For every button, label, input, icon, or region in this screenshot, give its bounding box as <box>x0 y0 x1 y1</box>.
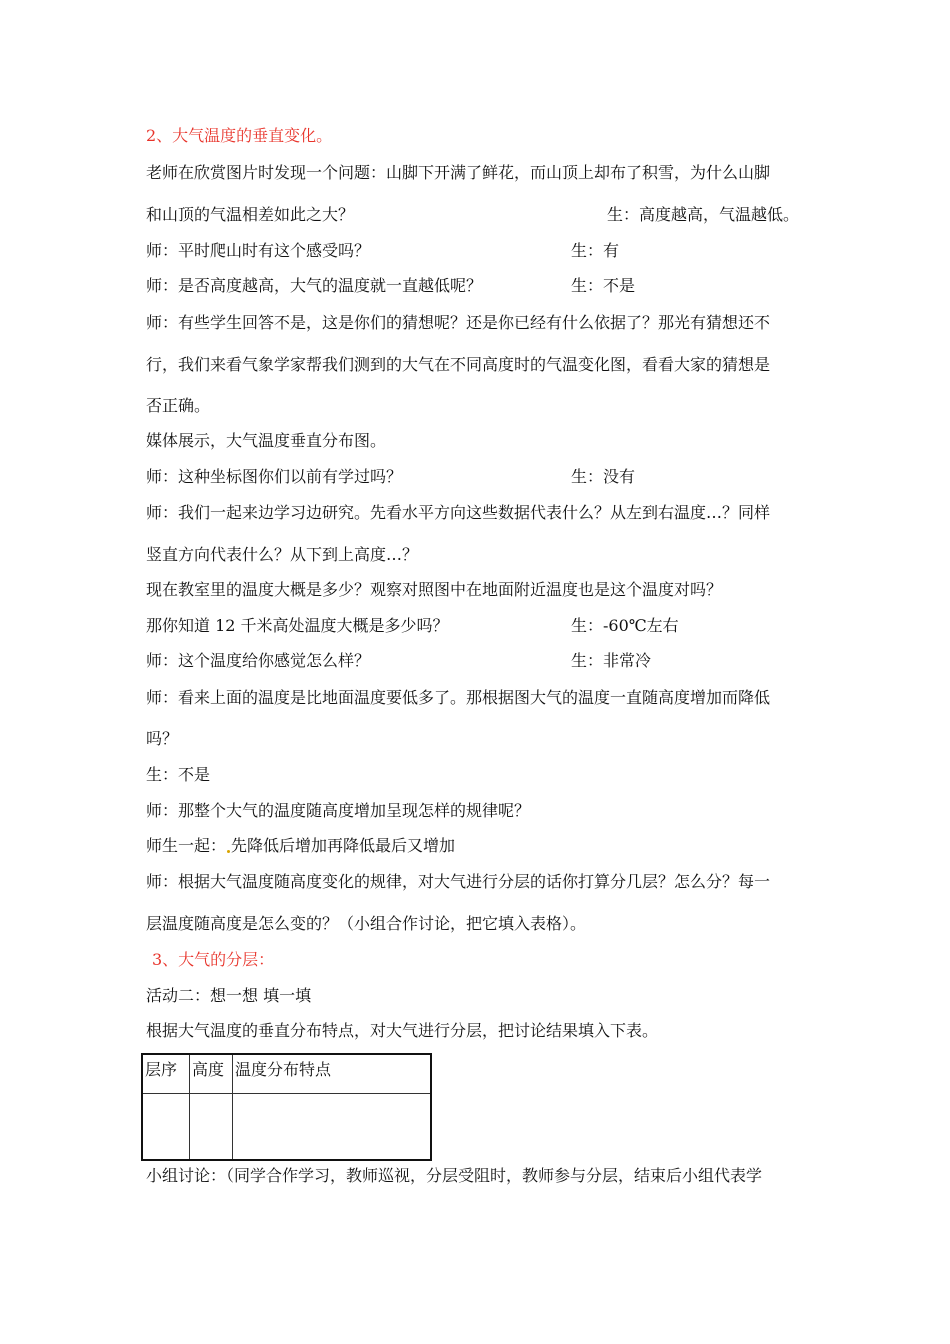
paragraph-line: 老师在欣赏图片时发现一个问题：山脚下开满了鲜花，而山顶上却布了积雪，为什么山脚 <box>146 163 771 182</box>
paragraph-line: 和山顶的气温相差如此之大？ <box>146 205 355 224</box>
teacher-question: 师：是否高度越高，大气的温度就一直越低呢？ <box>146 276 483 295</box>
paragraph-line: 师：根据大气温度随高度变化的规律，对大气进行分层的话你打算分几层？怎么分？每一 <box>146 872 771 891</box>
teacher-question: 师：平时爬山时有这个感受吗？ <box>146 241 371 260</box>
teacher-question: 师：这个温度给你感觉怎么样？ <box>146 651 371 670</box>
student-answer: 生：有 <box>571 241 620 260</box>
paragraph-line: 师：我们一起来边学习边研究。先看水平方向这些数据代表什么？从左到右温度…？同样 <box>146 503 771 522</box>
table-row <box>142 1094 431 1161</box>
table-header-cell: 高度 <box>190 1054 233 1094</box>
teacher-question: 师：这种坐标图你们以前有学过吗？ <box>146 467 403 486</box>
student-answer: 生：没有 <box>571 467 636 486</box>
paragraph-line: 层温度随高度是怎么变的？（小组合作讨论，把它填入表格）。 <box>146 914 587 933</box>
student-answer: 生：非常冷 <box>571 651 652 670</box>
student-answer: 生：不是 <box>571 276 636 295</box>
table-cell-empty[interactable] <box>190 1094 233 1161</box>
table-header-cell: 温度分布特点 <box>233 1054 432 1094</box>
table-cell-empty[interactable] <box>233 1094 432 1161</box>
activity-line: 活动二：想一想 填一填 <box>146 986 312 1005</box>
student-answer: 生：不是 <box>146 765 211 784</box>
together-line <box>146 836 455 856</box>
table-header-cell: 层序 <box>142 1054 190 1094</box>
teacher-question: 那你知道 12 千米高处温度大概是多少吗？ <box>146 616 449 635</box>
paragraph-line: 师：看来上面的温度是比地面温度要低多了。那根据图大气的温度一直随高度增加而降低 <box>146 688 771 707</box>
paragraph-line: 行，我们来看气象学家帮我们测到的大气在不同高度时的气温变化图，看看大家的猜想是 <box>146 355 771 374</box>
table-header-row <box>142 1054 431 1094</box>
paragraph-line: 吗？ <box>146 729 179 748</box>
student-answer: 生：高度越高，气温越低。 <box>607 205 800 224</box>
media-line: 媒体展示，大气温度垂直分布图。 <box>146 431 387 450</box>
instruction-line: 根据大气温度的垂直分布特点，对大气进行分层，把讨论结果填入下表。 <box>146 1021 659 1040</box>
student-answer: 生：-60℃左右 <box>571 616 679 635</box>
layer-table <box>141 1053 432 1161</box>
together-text: 先降低后增加再降低最后又增加 <box>231 836 456 855</box>
paragraph-line: 竖直方向代表什么？从下到上高度…？ <box>146 545 419 564</box>
paragraph-line: 师：有些学生回答不是，这是你们的猜想呢？还是你已经有什么依据了？那光有猜想还不 <box>146 313 771 332</box>
together-prefix: 师生一起： <box>146 836 227 855</box>
paragraph-line: 否正确。 <box>146 396 211 415</box>
teacher-question: 师：那整个大气的温度随高度增加呈现怎样的规律呢？ <box>146 801 531 820</box>
mark-dot <box>227 850 230 853</box>
section2-heading: 2、大气温度的垂直变化。 <box>146 126 333 145</box>
paragraph-line: 小组讨论：（同学合作学习，教师巡视，分层受阻时，教师参与分层，结束后小组代表学 <box>146 1166 763 1185</box>
section3-heading: 3、大气的分层： <box>152 950 275 969</box>
table-cell-empty[interactable] <box>142 1094 190 1161</box>
paragraph-line: 现在教室里的温度大概是多少？观察对照图中在地面附近温度也是这个温度对吗？ <box>146 580 723 599</box>
